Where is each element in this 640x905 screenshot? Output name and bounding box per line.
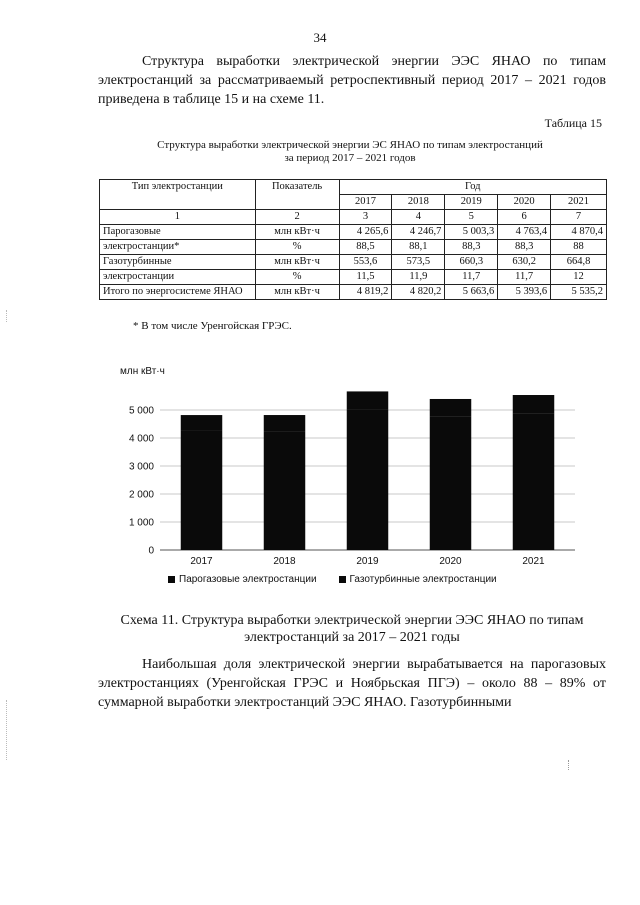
table-row [100,225,607,240]
production-table [99,179,607,300]
cell-value: 573,5 [392,255,445,270]
cell-indicator: млн кВт·ч [255,285,339,300]
cell-value: 630,2 [498,255,551,270]
cell-value: 5 663,6 [445,285,498,300]
x-tick-label: 2020 [439,556,462,567]
header-year: Год [339,180,606,195]
y-tick-label: 5 000 [128,405,154,417]
table-caption-line-2: за период 2017 – 2021 годов [284,152,416,164]
cell-value: 12 [551,270,607,285]
bar-gas-turbine [430,399,472,417]
cell-value: 5 003,3 [445,225,498,240]
bar-ccgt [264,431,306,550]
cell-value: 553,6 [339,255,392,270]
table-caption-line-1: Структура выработки электрической энергии ЭС ЯНАО по типам электростанций [157,139,543,151]
cell-value: 88,3 [498,240,551,255]
bar-ccgt [181,431,223,550]
scan-artifact [6,310,8,322]
cell-value: 88,5 [339,240,392,255]
legend-swatch [339,576,346,583]
header-year-2020: 2020 [498,195,551,210]
cell-indicator: % [255,270,339,285]
table-row [100,270,607,285]
table-caption [100,139,600,165]
header-year-2021: 2021 [551,195,607,210]
col-number: 3 [339,210,392,225]
scan-artifact [568,760,570,770]
legend-swatch [168,576,175,583]
cell-value: 11,7 [498,270,551,285]
header-year-2018: 2018 [392,195,445,210]
cell-value: 5 535,2 [551,285,607,300]
scan-artifact [6,700,8,760]
header-year-2019: 2019 [445,195,498,210]
conclusion-paragraph: Наибольшая доля электрической энергии вырабатывается на парогазовых электростанциях (Уренгойская ГРЭС и Ноябрьская ПГЭ) – около 88 – 89% от суммарной выработки электростанций ЭЭС ЯНАО. Газотурбинными [98,657,606,710]
cell-value: 11,9 [392,270,445,285]
table-footnote: * В том числе Уренгойская ГРЭС. [133,320,292,332]
col-number: 5 [445,210,498,225]
header-indicator: Показатель [255,180,339,210]
table-row-total [100,285,607,300]
col-number: 6 [498,210,551,225]
header-type: Тип электростанции [100,180,256,210]
scheme-caption-line-1: Схема 11. Структура выработки электрической энергии ЭЭС ЯНАО по типам [120,613,584,628]
y-tick-label: 3 000 [128,461,154,473]
legend-item-ccgt [168,574,317,585]
cell-value: 5 393,6 [498,285,551,300]
bar-ccgt [513,414,555,550]
x-tick-label: 2017 [190,556,213,567]
cell-value: 4 265,6 [339,225,392,240]
cell-value: 4 870,4 [551,225,607,240]
scheme-caption [98,612,606,646]
bar-ccgt [430,417,472,550]
cell-value: 88,1 [392,240,445,255]
cell-type: электростанции [100,270,256,285]
col-number: 7 [551,210,607,225]
chart-legend [168,574,497,585]
col-number: 2 [255,210,339,225]
bar-gas-turbine [513,395,555,414]
page-number: 34 [313,30,327,45]
bar-ccgt [347,410,389,550]
bar-gas-turbine [264,415,306,431]
chart-y-axis-label: млн кВт·ч [120,366,165,377]
table-row [100,240,607,255]
cell-type: Парогазовые [100,225,256,240]
production-bar-chart [110,380,580,570]
table-label: Таблица 15 [544,116,602,130]
legend-label: Газотурбинные электростанции [349,574,497,585]
column-number-row [100,210,607,225]
x-tick-label: 2018 [273,556,296,567]
cell-type: Газотурбинные [100,255,256,270]
cell-indicator: млн кВт·ч [255,225,339,240]
table-row [100,255,607,270]
cell-indicator: % [255,240,339,255]
x-tick-label: 2021 [522,556,545,567]
col-number: 1 [100,210,256,225]
cell-value: 660,3 [445,255,498,270]
bar-gas-turbine [181,415,223,431]
cell-value: 88,3 [445,240,498,255]
header-year-2017: 2017 [339,195,392,210]
cell-indicator: млн кВт·ч [255,255,339,270]
y-tick-label: 2 000 [128,489,154,501]
cell-value: 4 763,4 [498,225,551,240]
col-number: 4 [392,210,445,225]
y-tick-label: 4 000 [128,433,154,445]
cell-value: 4 246,7 [392,225,445,240]
y-tick-label: 1 000 [128,517,154,529]
scheme-caption-line-2: электростанций за 2017 – 2021 годы [244,630,460,645]
y-tick-label: 0 [148,545,154,557]
legend-item-gas-turbine [339,574,497,585]
cell-value: 664,8 [551,255,607,270]
cell-value: 88 [551,240,607,255]
cell-value: 11,7 [445,270,498,285]
cell-type: электростанции* [100,240,256,255]
cell-type: Итого по энергосистеме ЯНАО [100,285,256,300]
x-tick-label: 2019 [356,556,379,567]
intro-paragraph: Структура выработки электрической энергии ЭЭС ЯНАО по типам электростанций за рассматриваемый ретроспективный период 2017 – 2021 годов приведена в таблице 15 и на схеме 11. [98,54,606,107]
bar-gas-turbine [347,391,389,409]
cell-value: 11,5 [339,270,392,285]
legend-label: Парогазовые электростанции [179,574,317,585]
cell-value: 4 819,2 [339,285,392,300]
cell-value: 4 820,2 [392,285,445,300]
